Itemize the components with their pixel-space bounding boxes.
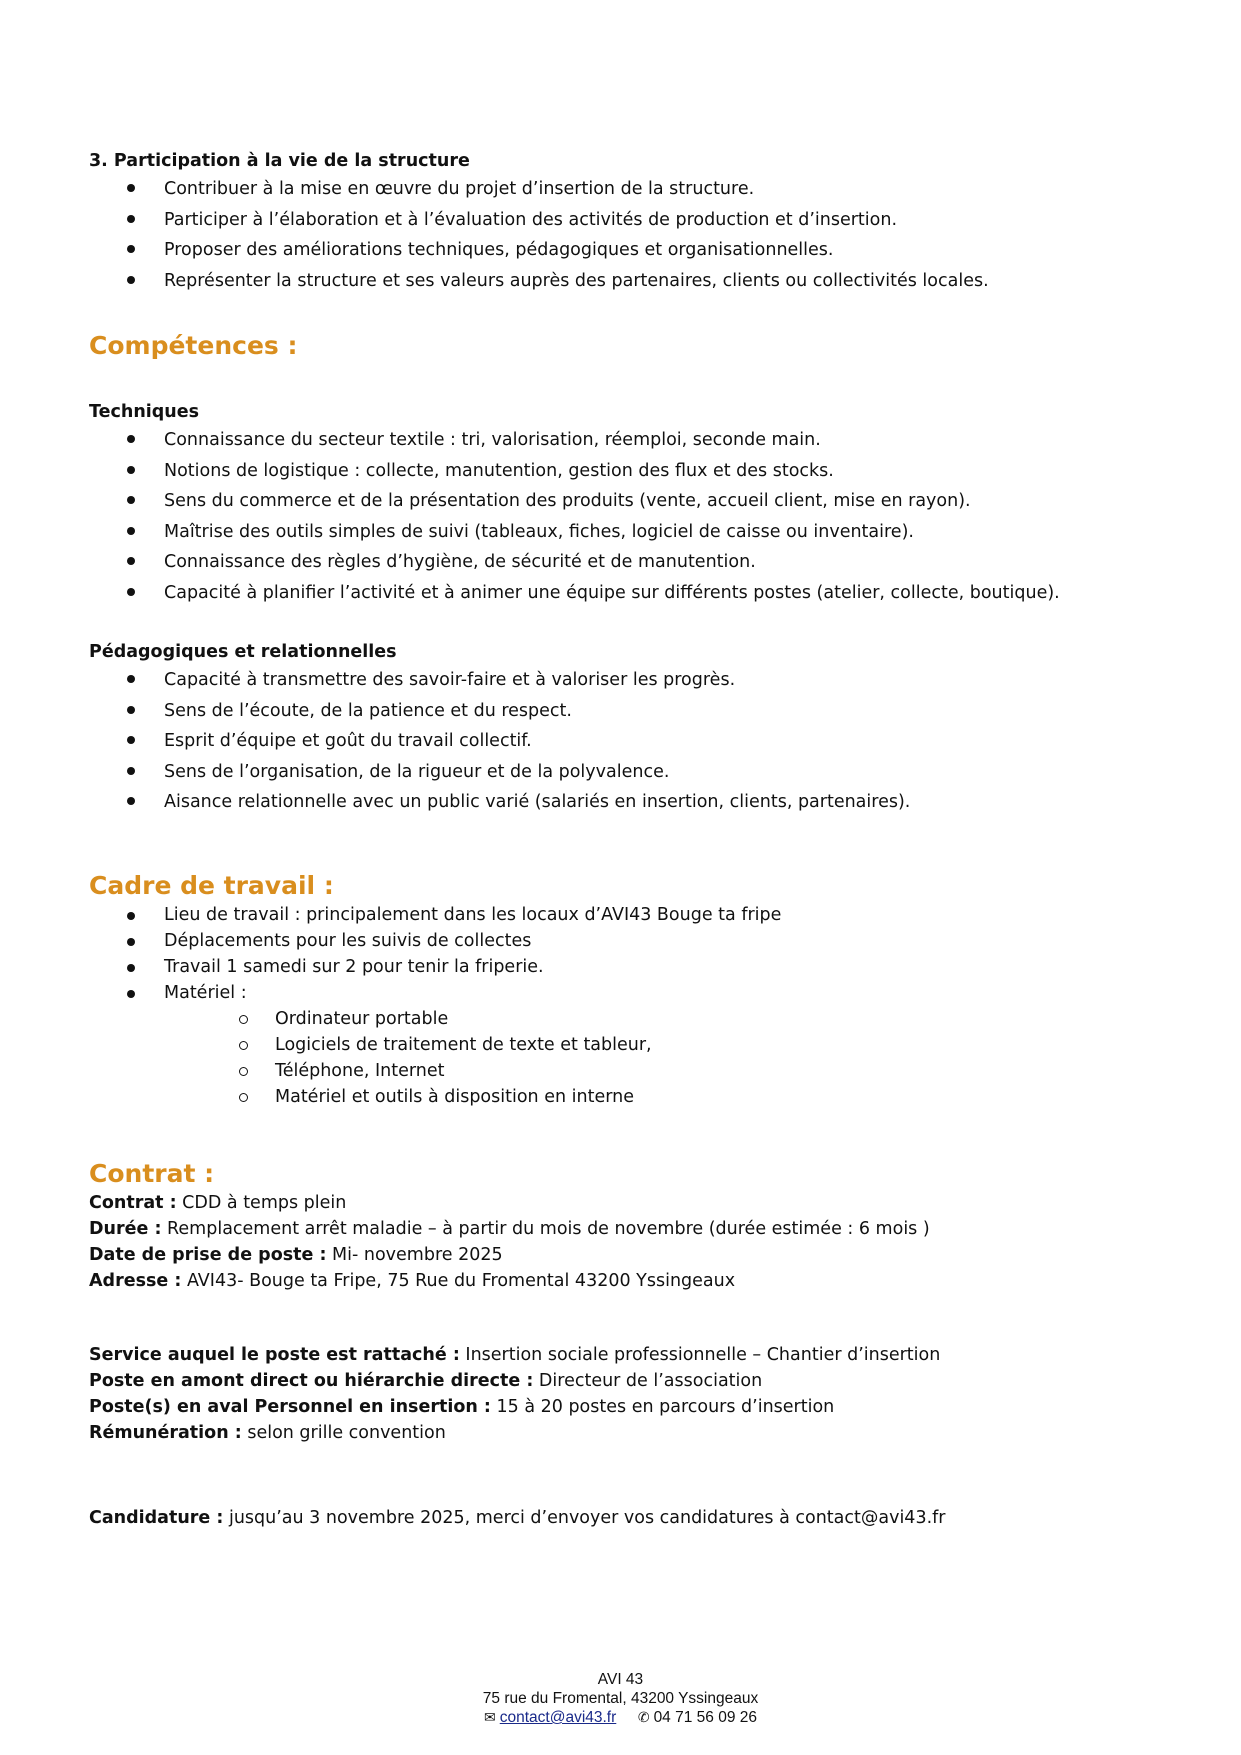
list-item: Sens de l’organisation, de la rigueur et de la polyvalence. [89, 757, 1181, 788]
list-item: Téléphone, Internet [89, 1058, 1181, 1084]
list-item: Représenter la structure et ses valeurs auprès des partenaires, clients ou collectivités locales. [89, 266, 1181, 297]
materiel-list [89, 1006, 1181, 1110]
list-item: Sens de l’écoute, de la patience et du respect. [89, 696, 1181, 727]
pedagogiques-list [89, 665, 1181, 818]
cadre-section [89, 870, 1181, 1110]
footer-address: 75 rue du Fromental, 43200 Yssingeaux [482, 1690, 759, 1707]
participation-heading: 3. Participation à la vie de la structure [89, 151, 470, 171]
techniques-section [89, 399, 1181, 608]
footer-email-link[interactable]: contact@avi43.fr [499, 1709, 617, 1726]
participation-section [89, 148, 1181, 296]
service-row: Service auquel le poste est rattaché : Insertion sociale professionnelle – Chantier d’insertion [89, 1345, 941, 1365]
contrat-section [89, 1158, 1181, 1294]
list-item: Sens du commerce et de la présentation des produits (vente, accueil client, mise en rayon). [89, 486, 1181, 517]
list-item: Participer à l’élaboration et à l’évaluation des activités de production et d’insertion. [89, 205, 1181, 236]
list-item: Logiciels de traitement de texte et tableur, [89, 1032, 1181, 1058]
list-item: Connaissance des règles d’hygiène, de sécurité et de manutention. [89, 547, 1181, 578]
contrat-row: Contrat : CDD à temps plein [89, 1193, 347, 1213]
list-item: Contribuer à la mise en œuvre du projet d’insertion de la structure. [89, 174, 1181, 205]
duree-row: Durée : Remplacement arrêt maladie – à partir du mois de novembre (durée estimée : 6 mois ) [89, 1219, 930, 1239]
footer-phone: 04 71 56 09 26 [653, 1709, 757, 1726]
list-item: Capacité à transmettre des savoir-faire et à valoriser les progrès. [89, 665, 1181, 696]
list-item: Esprit d’équipe et goût du travail collectif. [89, 726, 1181, 757]
list-item: Ordinateur portable [89, 1006, 1181, 1032]
list-item: Matériel et outils à disposition en interne [89, 1084, 1181, 1110]
techniques-heading: Techniques [89, 402, 200, 422]
adresse-row: Adresse : AVI43- Bouge ta Fripe, 75 Rue du Fromental 43200 Yssingeaux [89, 1271, 736, 1291]
date-row: Date de prise de poste : Mi- novembre 2025 [89, 1245, 503, 1265]
list-item: Matériel : [89, 980, 1181, 1006]
candidature-section [89, 1505, 1181, 1531]
list-item: Travail 1 samedi sur 2 pour tenir la friperie. [89, 954, 1181, 980]
techniques-list [89, 425, 1181, 608]
footer-org: AVI 43 [597, 1671, 644, 1688]
phone-icon: ✆ [637, 1709, 650, 1725]
hierarchie-row: Poste en amont direct ou hiérarchie directe : Directeur de l’association [89, 1371, 763, 1391]
remuneration-row: Rémunération : selon grille convention [89, 1423, 446, 1443]
competences-section [89, 330, 1181, 362]
cadre-title: Cadre de travail : [89, 871, 334, 900]
candidature-row: Candidature : jusqu’au 3 novembre 2025, merci d’envoyer vos candidatures à contact@avi43.fr [89, 1508, 946, 1528]
list-item: Lieu de travail : principalement dans les locaux d’AVI43 Bouge ta fripe [89, 902, 1181, 928]
cadre-list [89, 902, 1181, 1006]
footer-contact [0, 1708, 1241, 1727]
list-item: Proposer des améliorations techniques, pédagogiques et organisationnelles. [89, 235, 1181, 266]
pedagogiques-section [89, 639, 1181, 818]
pedagogiques-heading: Pédagogiques et relationnelles [89, 642, 397, 662]
participation-list [89, 174, 1181, 296]
list-item: Notions de logistique : collecte, manutention, gestion des flux et des stocks. [89, 456, 1181, 487]
aval-row: Poste(s) en aval Personnel en insertion : 15 à 20 postes en parcours d’insertion [89, 1397, 835, 1417]
contrat-title: Contrat : [89, 1159, 215, 1188]
list-item: Aisance relationnelle avec un public varié (salariés en insertion, clients, partenaires). [89, 787, 1181, 818]
list-item: Connaissance du secteur textile : tri, valorisation, réemploi, seconde main. [89, 425, 1181, 456]
list-item: Déplacements pour les suivis de collectes [89, 928, 1181, 954]
list-item: Capacité à planifier l’activité et à animer une équipe sur différents postes (atelier, collecte, boutique). [89, 578, 1181, 609]
list-item: Maîtrise des outils simples de suivi (tableaux, fiches, logiciel de caisse ou inventaire). [89, 517, 1181, 548]
competences-title: Compétences : [89, 331, 298, 360]
footer [0, 1670, 1241, 1727]
email-icon: ✉ [484, 1709, 496, 1725]
service-section [89, 1342, 1181, 1446]
